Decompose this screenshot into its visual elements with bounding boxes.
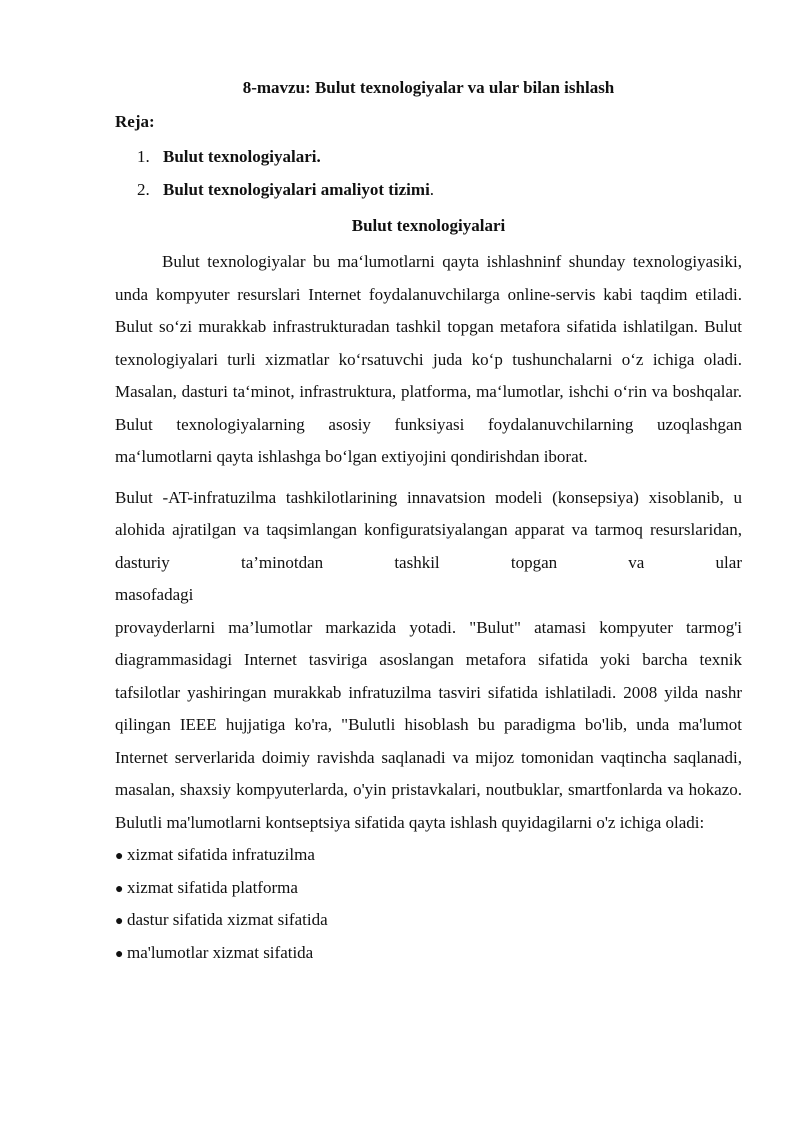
plan-heading: Reja: xyxy=(115,112,155,131)
bullet-icon: ● xyxy=(115,914,124,929)
service-model-list xyxy=(115,839,742,969)
paragraph-infrastructure-line2: masofadagi xyxy=(115,585,194,604)
bullet-icon: ● xyxy=(115,881,124,897)
list-item xyxy=(115,839,742,872)
list-item xyxy=(115,937,742,970)
list-item-text: xizmat sifatida infratuzilma xyxy=(127,845,315,864)
bullet-icon: ● xyxy=(115,849,124,864)
plan-item-text: Bulut texnologiyalari amaliyot tizimi xyxy=(163,180,430,199)
plan-list xyxy=(115,140,742,206)
section-heading: Bulut texnologiyalari xyxy=(351,216,506,235)
list-item-text: dastur sifatida xizmat sifatida xyxy=(127,910,328,929)
document-page xyxy=(115,72,742,969)
bullet-icon: ● xyxy=(115,946,124,962)
list-item xyxy=(115,904,742,937)
plan-item-number: 2. xyxy=(137,180,150,199)
list-item-text: ma'lumotlar xizmat sifatida xyxy=(127,942,314,962)
plan-item xyxy=(137,140,742,173)
plan-item xyxy=(137,173,742,206)
plan-item-number: 1. xyxy=(137,147,150,166)
paragraph-intro: Bulut texnologiyalar bu ma‘lumotlarni qayta ishlashninf shunday texnologiyasiki, unda kompyuter resurslari Internet foydalanuvchilarga online-servis kabi taqdim etiladi. Bulut so‘zi murakkab infrastrukturadan tashkil topgan metafora sifatida ishlatilgan. Bulut texnologiyalari turli xizmatlar ko‘rsatuvchi juda ko‘p tushunchalarni o‘z ichiga oladi. Masalan, dasturi ta‘minot, infrastruktura, platforma, ma‘lumotlar, ishchi o‘rin va boshqalar. Bulut texnologiyalarning asosiy funksiyasi foydalanuvchilarning uzoqlashgan ma‘lumotlarni qayta ishlashga bo‘lgan extiyojini qondirishdan iborat. xyxy=(115,252,742,466)
list-item-text: xizmat sifatida platforma xyxy=(127,877,298,897)
paragraph-infrastructure-rest: provayderlarni ma’lumotlar markazida yotadi. "Bulut" atamasi kompyuter tarmog'i diagrammasidagi Internet tasviriga asoslangan metafora sifatida yoki barcha texnik tafsilotlar yashiringan murakkab infratuzilma tasviri sifatida ishlatiladi. 2008 yilda nashr qilingan IEEE hujjatiga ko'ra, "Bulutli hisoblash bu paradigma bo'lib, unda ma'lumot Internet serverlarida doimiy ravishda saqlanadi va mijoz tomonidan vaqtincha saqlanadi, masalan, shaxsiy kompyuterlarda, o'yin pristavkalari, noutbuklar, smartfonlarda va hokazo. Bulutli ma'lumotlarni kontseptsiya sifatida qayta ishlash quyidagilarni o'z ichiga oladi: xyxy=(115,617,742,832)
paragraph-infrastructure-line1: Bulut -AT-infratuzilma tashkilotlarining innavatsion modeli (konsepsiya) xisoblanib, u alohida ajratilgan va taqsimlangan konfiguratsiyalangan apparat va tarmoq resurslaridan, dasturiy ta’minotdan tashkil topgan va ular xyxy=(115,487,742,572)
list-item xyxy=(115,872,742,905)
plan-item-text: Bulut texnologiyalari. xyxy=(163,147,321,166)
plan-item-suffix: . xyxy=(429,180,435,199)
document-title: 8-mavzu: Bulut texnologiyalar va ular bilan ishlash xyxy=(242,78,615,97)
paragraph-infrastructure xyxy=(115,482,742,840)
